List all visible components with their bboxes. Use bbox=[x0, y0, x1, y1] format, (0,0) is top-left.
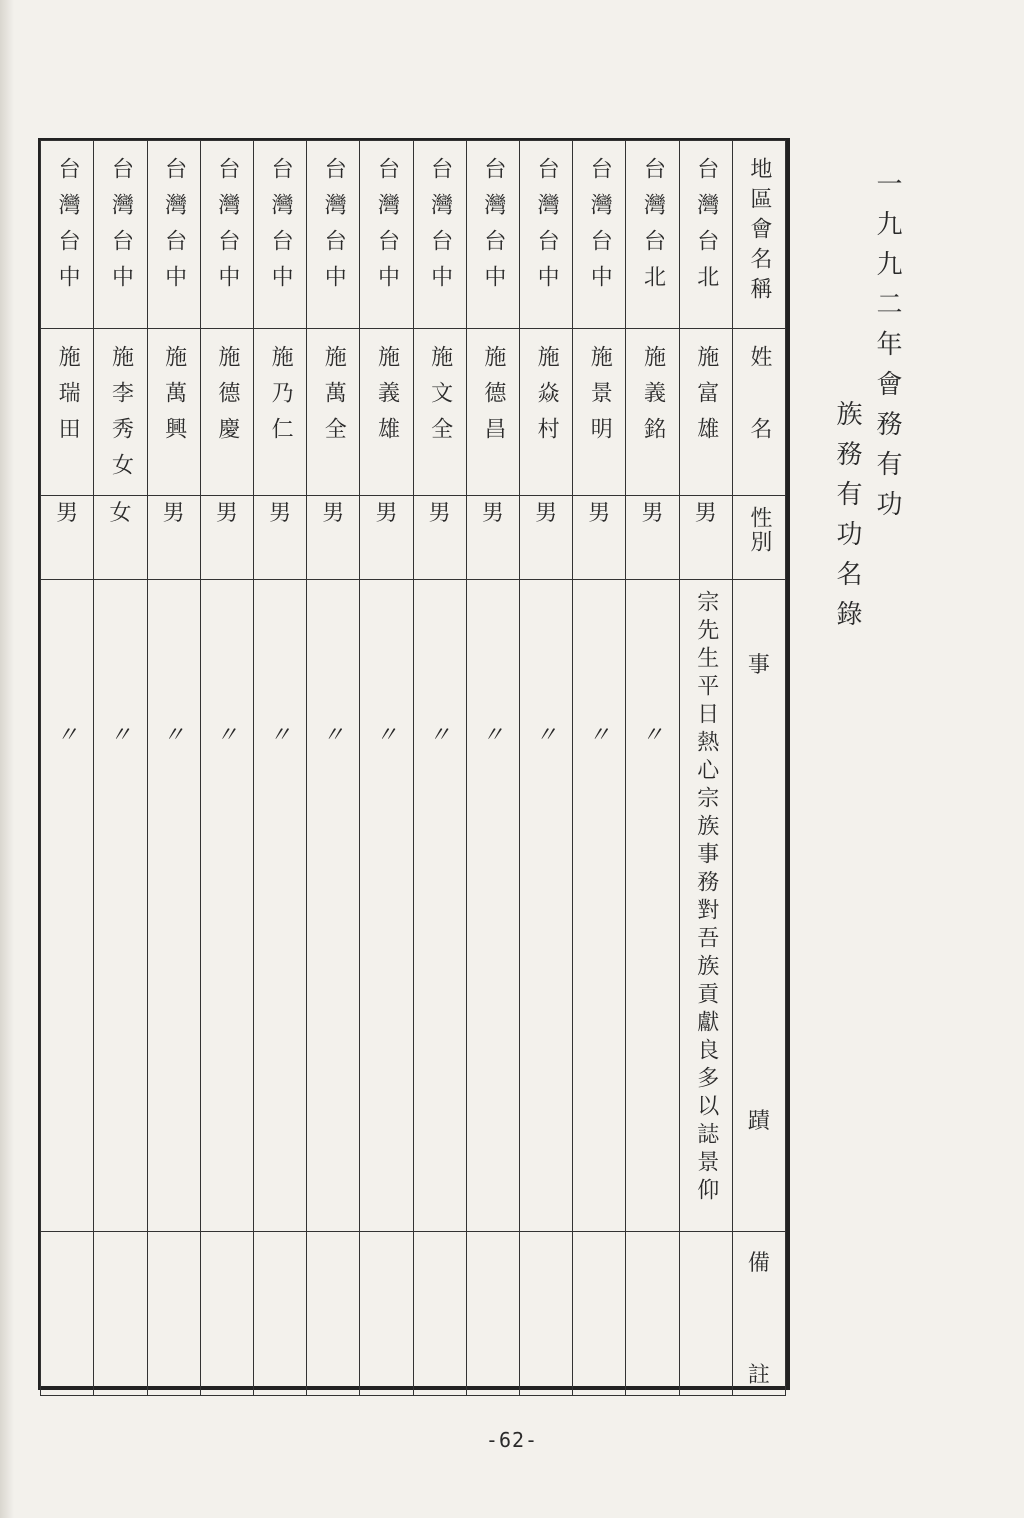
deed-cell bbox=[679, 580, 732, 1232]
name-cell bbox=[41, 329, 94, 496]
note-cell bbox=[466, 1232, 519, 1396]
name-cell-text: 施瑞田 bbox=[55, 345, 81, 453]
gender-cell-text: 男 bbox=[269, 501, 292, 526]
title-line-1: 一九九二年會務有功 bbox=[872, 170, 902, 530]
region-cell-text: 台灣台北 bbox=[693, 157, 719, 301]
name-cell-text: 施德昌 bbox=[480, 345, 506, 453]
note-cell bbox=[413, 1232, 466, 1396]
region-cell bbox=[466, 141, 519, 329]
region-cell bbox=[200, 141, 253, 329]
name-cell-text: 施李秀女 bbox=[108, 345, 134, 489]
header-region: 地區會名稱 bbox=[732, 141, 785, 329]
name-cell-text: 施義雄 bbox=[374, 345, 400, 453]
name-cell bbox=[413, 329, 466, 496]
name-cell bbox=[253, 329, 306, 496]
deed-cell-text: 〃 bbox=[481, 723, 504, 748]
note-cell bbox=[360, 1232, 413, 1396]
gender-cell bbox=[466, 496, 519, 580]
deed-cell bbox=[253, 580, 306, 1232]
region-cell-text: 台灣台中 bbox=[268, 157, 294, 301]
region-cell bbox=[253, 141, 306, 329]
deed-cell bbox=[519, 580, 572, 1232]
deed-cell-text: 〃 bbox=[109, 723, 132, 748]
header-note-top: 備 bbox=[747, 1251, 770, 1276]
deed-cell-text: 〃 bbox=[215, 723, 238, 748]
gender-cell-text: 男 bbox=[322, 501, 345, 526]
deed-cell bbox=[573, 580, 626, 1232]
name-cell bbox=[626, 329, 679, 496]
gender-cell bbox=[94, 496, 147, 580]
deed-row bbox=[41, 580, 786, 1232]
deed-cell-text: 〃 bbox=[535, 723, 558, 748]
gender-cell bbox=[679, 496, 732, 580]
deed-cell-text: 〃 bbox=[269, 723, 292, 748]
gender-cell bbox=[147, 496, 200, 580]
gender-cell-text: 男 bbox=[535, 501, 558, 526]
name-cell bbox=[307, 329, 360, 496]
region-cell bbox=[626, 141, 679, 329]
note-row bbox=[41, 1232, 786, 1396]
header-gender: 性別 bbox=[732, 496, 785, 580]
region-cell-text: 台灣台北 bbox=[640, 157, 666, 301]
note-cell bbox=[679, 1232, 732, 1396]
region-cell bbox=[519, 141, 572, 329]
deed-cell-text: 〃 bbox=[375, 723, 398, 748]
note-cell bbox=[573, 1232, 626, 1396]
deed-cell-text: 宗先生平日熱心宗族事務對吾族貢獻良多以誌景仰 bbox=[693, 590, 719, 1206]
deed-cell bbox=[360, 580, 413, 1232]
gender-cell bbox=[626, 496, 679, 580]
header-name: 姓名 bbox=[732, 329, 785, 496]
gender-cell bbox=[253, 496, 306, 580]
deed-cell bbox=[147, 580, 200, 1232]
region-cell-text: 台灣台中 bbox=[321, 157, 347, 301]
region-cell-text: 台灣台中 bbox=[587, 157, 613, 301]
region-cell bbox=[679, 141, 732, 329]
deed-cell-text: 〃 bbox=[641, 723, 664, 748]
region-cell bbox=[573, 141, 626, 329]
gender-cell bbox=[360, 496, 413, 580]
name-cell-text: 施義銘 bbox=[640, 345, 666, 453]
gender-cell-text: 男 bbox=[641, 501, 664, 526]
gender-cell-text: 男 bbox=[56, 501, 79, 526]
deed-cell-text: 〃 bbox=[588, 723, 611, 748]
region-cell bbox=[41, 141, 94, 329]
name-cell-text: 施萬全 bbox=[321, 345, 347, 453]
region-cell-text: 台灣台中 bbox=[374, 157, 400, 301]
name-cell-text: 施富雄 bbox=[693, 345, 719, 453]
note-cell bbox=[94, 1232, 147, 1396]
gender-cell-text: 男 bbox=[428, 501, 451, 526]
region-cell-text: 台灣台中 bbox=[534, 157, 560, 301]
region-cell-text: 台灣台中 bbox=[161, 157, 187, 301]
deed-cell bbox=[41, 580, 94, 1232]
region-cell bbox=[360, 141, 413, 329]
name-cell bbox=[147, 329, 200, 496]
name-cell-text: 施德慶 bbox=[214, 345, 240, 453]
name-row bbox=[41, 329, 786, 496]
region-cell bbox=[413, 141, 466, 329]
name-cell bbox=[466, 329, 519, 496]
gender-row bbox=[41, 496, 786, 580]
region-cell-text: 台灣台中 bbox=[108, 157, 134, 301]
note-cell bbox=[519, 1232, 572, 1396]
gender-cell-text: 男 bbox=[481, 501, 504, 526]
deed-cell bbox=[413, 580, 466, 1232]
note-cell bbox=[253, 1232, 306, 1396]
header-note-bottom: 註 bbox=[747, 1363, 770, 1388]
name-cell-text: 施景明 bbox=[587, 345, 613, 453]
deed-cell-text: 〃 bbox=[322, 723, 345, 748]
region-cell bbox=[94, 141, 147, 329]
gender-cell-text: 男 bbox=[162, 501, 185, 526]
note-cell bbox=[41, 1232, 94, 1396]
gender-cell-text: 男 bbox=[215, 501, 238, 526]
gender-cell-text: 女 bbox=[109, 501, 132, 526]
name-cell bbox=[360, 329, 413, 496]
region-cell-text: 台灣台中 bbox=[55, 157, 81, 301]
note-cell bbox=[307, 1232, 360, 1396]
gender-cell bbox=[573, 496, 626, 580]
region-cell bbox=[307, 141, 360, 329]
deed-cell-text: 〃 bbox=[162, 723, 185, 748]
name-cell bbox=[519, 329, 572, 496]
region-cell-text: 台灣台中 bbox=[427, 157, 453, 301]
honor-roster-table bbox=[38, 138, 790, 1390]
note-cell bbox=[200, 1232, 253, 1396]
note-cell bbox=[626, 1232, 679, 1396]
region-cell bbox=[147, 141, 200, 329]
deed-cell bbox=[307, 580, 360, 1232]
region-cell-text: 台灣台中 bbox=[480, 157, 506, 301]
header-deed-top: 事 bbox=[747, 653, 770, 678]
gender-cell bbox=[519, 496, 572, 580]
gender-cell-text: 男 bbox=[375, 501, 398, 526]
header-note bbox=[732, 1232, 785, 1396]
name-cell bbox=[679, 329, 732, 496]
deed-cell-text: 〃 bbox=[428, 723, 451, 748]
name-cell bbox=[200, 329, 253, 496]
gender-cell-text: 男 bbox=[694, 501, 717, 526]
name-cell-text: 施文全 bbox=[427, 345, 453, 453]
name-cell bbox=[573, 329, 626, 496]
title-line-2: 族務有功名錄 bbox=[832, 400, 862, 640]
roster-grid bbox=[40, 140, 786, 1396]
deed-cell bbox=[466, 580, 519, 1232]
page-number: -62- bbox=[485, 1428, 539, 1452]
gender-cell-text: 男 bbox=[588, 501, 611, 526]
name-cell-text: 施乃仁 bbox=[268, 345, 294, 453]
gender-cell bbox=[307, 496, 360, 580]
gender-cell bbox=[413, 496, 466, 580]
page-edge-shadow bbox=[0, 0, 14, 1518]
name-cell-text: 施焱村 bbox=[534, 345, 560, 453]
deed-cell bbox=[200, 580, 253, 1232]
deed-cell bbox=[626, 580, 679, 1232]
note-cell bbox=[147, 1232, 200, 1396]
deed-cell bbox=[94, 580, 147, 1232]
name-cell bbox=[94, 329, 147, 496]
gender-cell bbox=[200, 496, 253, 580]
gender-cell bbox=[41, 496, 94, 580]
region-row bbox=[41, 141, 786, 329]
header-deed-bottom: 蹟 bbox=[747, 1109, 770, 1134]
name-cell-text: 施萬興 bbox=[161, 345, 187, 453]
deed-cell-text: 〃 bbox=[56, 723, 79, 748]
region-cell-text: 台灣台中 bbox=[214, 157, 240, 301]
page-title bbox=[826, 170, 906, 690]
header-deed bbox=[732, 580, 785, 1232]
